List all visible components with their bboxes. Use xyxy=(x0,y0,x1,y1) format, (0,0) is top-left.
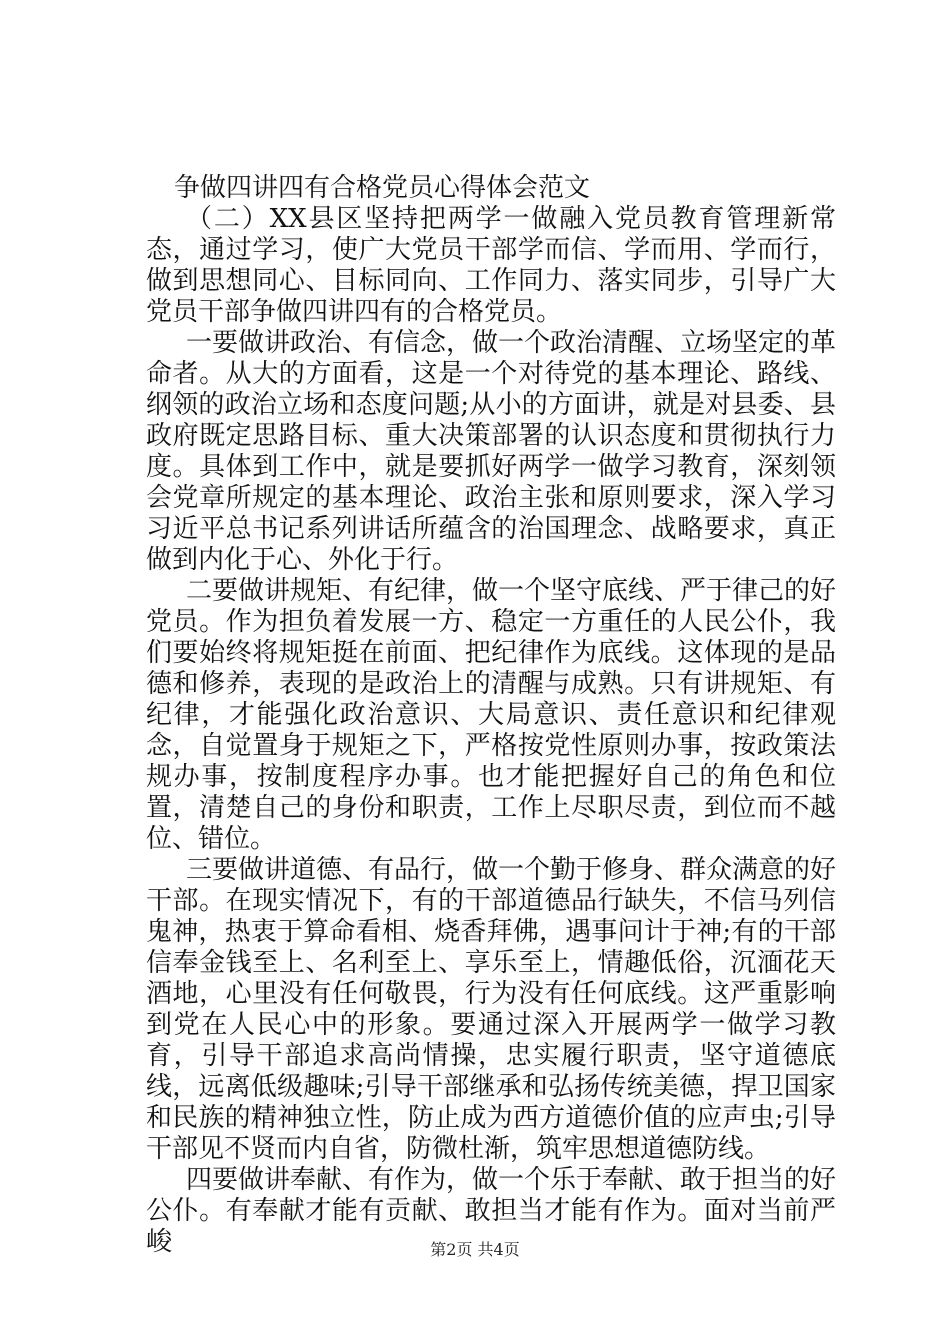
paragraph-intro: （二）XX县区坚持把两学一做融入党员教育管理新常态，通过学习，使广大党员干部学而信、学而用、学而行，做到思想同心、目标同向、工作同力、落实同步，引导广大党员干部争做四讲四有的合格党员。 xyxy=(146,204,836,327)
document-title: 争做四讲四有合格党员心得体会范文 xyxy=(174,173,591,203)
paragraph-dedication: 四要做讲奉献、有作为，做一个乐于奉献、敢于担当的好公仆。有奉献才能有贡献、敢担当才能有作为。面对当前严峻 xyxy=(146,1165,837,1257)
paragraph-politics: 一要做讲政治、有信念，做一个政治清醒、立场坚定的革命者。从大的方面看，这是一个对待党的基本理论、路线、纲领的政治立场和态度问题;从小的方面讲，就是对县委、县政府既定思路目标、重大决策部署的认识态度和贯彻执行力度。具体到工作中，就是要抓好两学一做学习教育，深刻领会党章所规定的基本理论、政治主张和原则要求，深入学习习近平总书记系列讲话所蕴含的治国理念、战略要求，真正做到内化于心、外化于行。 xyxy=(146,328,837,575)
document-body xyxy=(146,173,836,1258)
paragraph-rules: 二要做讲规矩、有纪律，做一个坚守底线、严于律己的好党员。作为担负着发展一方、稳定一方重任的人民公仆，我们要始终将规矩挺在前面、把纪律作为底线。这体现的是品德和修养，表现的是政治上的清醒与成熟。只有讲规矩、有纪律，才能强化政治意识、大局意识、责任意识和纪律观念，自觉置身于规矩之下，严格按党性原则办事，按政策法规办事，按制度程序办事。也才能把握好自己的角色和位置，清楚自己的身份和职责，工作上尽职尽责，到位而不越位、错位。 xyxy=(146,576,837,854)
page-footer: 第2页 共4页 xyxy=(430,1240,520,1259)
paragraph-morality: 三要做讲道德、有品行，做一个勤于修身、群众满意的好干部。在现实情况下，有的干部道德品行缺失，不信马列信鬼神，热衷于算命看相、烧香拜佛，遇事问计于神;有的干部信奉金钱至上、名利至上、享乐至上，情趣低俗，沉湎花天酒地，心里没有任何敬畏，行为没有任何底线。这严重影响到党在人民心中的形象。要通过深入开展两学一做学习教育，引导干部追求高尚情操，忠实履行职责，坚守道德底线，远离低级趣味;引导干部继承和弘扬传统美德，捍卫国家和民族的精神独立性，防止成为西方道德价值的应声虫;引导干部见不贤而内自省，防微杜渐，筑牢思想道德防线。 xyxy=(146,855,837,1164)
